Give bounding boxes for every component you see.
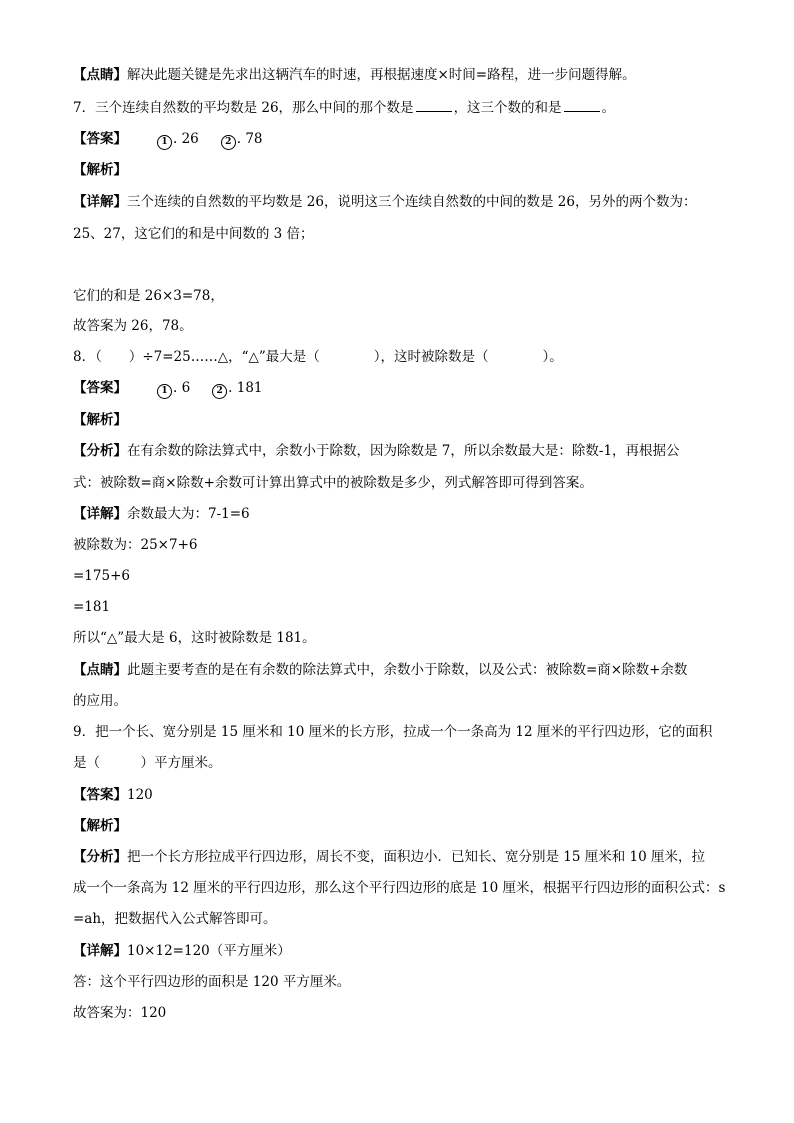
q7-answer-1: . 26 — [173, 131, 199, 147]
q9-detail-line-3 — [73, 1003, 733, 1023]
question-9-line-1 — [73, 722, 733, 742]
answer-tag: 【答案】 — [73, 380, 127, 396]
q8-detail-text-5: 所以“△”最大是 6，这时被除数是 181。 — [73, 630, 316, 646]
q8-analysis-tag-line — [73, 410, 733, 430]
q9-detail-line-2 — [73, 972, 733, 992]
q9-detail-text-2: 答：这个平行四边形的面积是 120 平方厘米。 — [73, 974, 351, 990]
question-8 — [73, 347, 733, 367]
q9-text-2: 是（ ）平方厘米。 — [73, 755, 222, 771]
analysis-tag: 【解析】 — [73, 162, 127, 178]
q8-detail-text-1: 余数最大为：7-1=6 — [127, 506, 250, 522]
dianjing-text: 解决此题关键是先求出这辆汽车的时速，再根据速度×时间=路程，进一步问题得解。 — [127, 67, 636, 83]
q8-fenxi-text-1: 在有余数的除法算式中，余数小于除数，因为除数是 7，所以余数最大是：除数-1，再根据公 — [127, 443, 680, 459]
q9-fenxi-line-3 — [73, 909, 733, 929]
q8-dianjing-line-1 — [73, 660, 733, 680]
q7-detail-line-4 — [73, 316, 733, 336]
q9-answer: 120 — [127, 787, 153, 803]
analysis-tag: 【解析】 — [73, 412, 127, 428]
q7-text-c: 。 — [601, 100, 616, 116]
q8-dianjing-text-2: 的应用。 — [73, 693, 127, 709]
q7-detail-line-2 — [73, 224, 733, 244]
q8-detail-line-2 — [73, 535, 733, 555]
q7-detail-text-2: 25、27，这它们的和是中间数的 3 倍； — [73, 226, 314, 242]
q8-answer-1: . 6 — [173, 380, 191, 396]
q8-text: 8．（ ）÷7=25……△，“△”最大是（ ），这时被除数是（ ）。 — [73, 349, 563, 365]
q8-dianjing-text-1: 此题主要考查的是在有余数的除法算式中，余数小于除数，以及公式：被除数=商×除数+余数 — [127, 662, 688, 678]
q7-text-b: ，这三个数的和是 — [453, 100, 562, 116]
q8-answer-2: . 181 — [228, 380, 263, 396]
q8-dianjing-line-2 — [73, 691, 733, 711]
q8-detail-text-4: =181 — [73, 599, 111, 615]
q9-fenxi-text-2: 成一个一条高为 12 厘米的平行四边形，那么这个平行四边形的底是 10 厘米，根据平行四边形的面积公式：s — [73, 880, 726, 896]
q7-answer-2: . 78 — [236, 131, 263, 147]
fenxi-tag: 【分析】 — [73, 849, 127, 865]
detail-tag: 【详解】 — [73, 194, 127, 210]
q8-detail-text-3: =175+6 — [73, 568, 130, 584]
circled-number-2: 2 — [221, 135, 236, 150]
q9-text-1: 9．把一个长、宽分别是 15 厘米和 10 厘米的长方形，拉成一个一条高为 12 厘米的平行四边形，它的面积 — [73, 724, 713, 740]
q7-text-a: 7．三个连续自然数的平均数是 26，那么中间的那个数是 — [73, 100, 414, 116]
q8-answer-line — [73, 378, 733, 399]
q8-detail-line-4 — [73, 597, 733, 617]
q9-detail-text-3: 故答案为：120 — [73, 1005, 167, 1021]
circled-number-1: 1 — [157, 135, 172, 150]
q9-analysis-tag-line — [73, 816, 733, 836]
dianjing-line-q6 — [73, 65, 733, 85]
q8-detail-line-3 — [73, 566, 733, 586]
q8-detail-line-5 — [73, 628, 733, 648]
q7-answer-line — [73, 129, 733, 150]
circled-number-2: 2 — [212, 384, 227, 399]
detail-tag: 【详解】 — [73, 506, 127, 522]
answer-blank — [564, 99, 600, 112]
q9-answer-line — [73, 785, 733, 805]
q7-analysis-tag-line — [73, 160, 733, 180]
q8-fenxi-line-1 — [73, 441, 733, 461]
q7-detail-text-1: 三个连续的自然数的平均数是 26，说明这三个连续自然数的中间的数是 26，另外的两个数为： — [127, 194, 697, 210]
q8-fenxi-line-2 — [73, 473, 733, 493]
analysis-tag: 【解析】 — [73, 818, 127, 834]
answer-tag: 【答案】 — [73, 131, 127, 147]
answer-blank — [416, 99, 452, 112]
q8-detail-text-2: 被除数为：25×7+6 — [73, 537, 198, 553]
q8-detail-line-1 — [73, 504, 733, 524]
q8-fenxi-text-2: 式：被除数=商×除数+余数可计算出算式中的被除数是多少，列式解答即可得到答案。 — [73, 475, 593, 491]
fenxi-tag: 【分析】 — [73, 443, 127, 459]
question-9-line-2 — [73, 753, 733, 773]
answer-tag: 【答案】 — [73, 787, 127, 803]
dianjing-tag: 【点睛】 — [73, 662, 127, 678]
q9-fenxi-text-3: =ah，把数据代入公式解答即可。 — [73, 911, 277, 927]
q9-fenxi-line-1 — [73, 847, 733, 867]
q7-detail-line-1 — [73, 192, 733, 212]
q9-fenxi-text-1: 把一个长方形拉成平行四边形，周长不变，面积边小．已知长、宽分别是 15 厘米和 10 厘米，拉 — [127, 849, 706, 865]
q9-fenxi-line-2 — [73, 878, 733, 898]
question-7 — [73, 98, 733, 118]
q9-detail-text-1: 10×12=120（平方厘米） — [127, 943, 291, 959]
detail-tag: 【详解】 — [73, 943, 127, 959]
circled-number-1: 1 — [157, 384, 172, 399]
q7-detail-text-3: 它们的和是 26×3=78， — [73, 288, 224, 304]
q7-detail-line-3 — [73, 286, 733, 306]
q9-detail-line-1 — [73, 941, 733, 961]
q7-detail-text-4: 故答案为 26，78。 — [73, 318, 193, 334]
dianjing-tag: 【点睛】 — [73, 67, 127, 83]
